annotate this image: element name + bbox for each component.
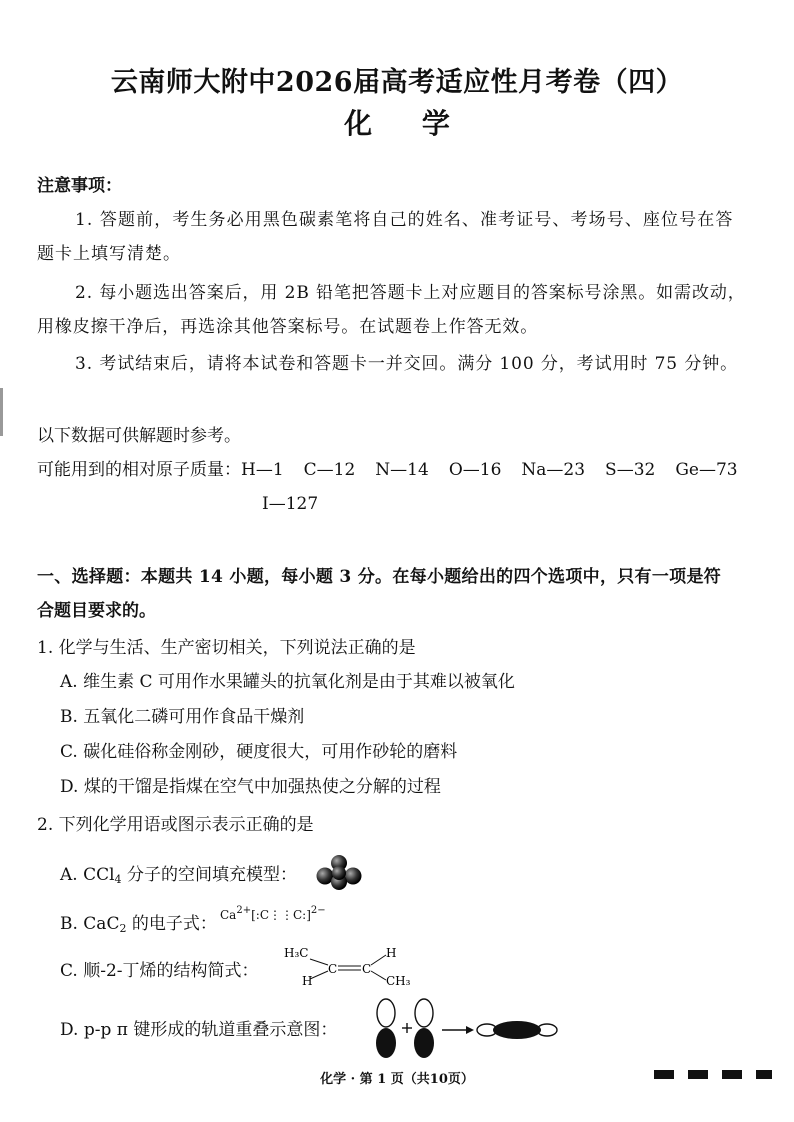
alignment-mark <box>654 1070 674 1079</box>
notice-title: 注意事项： <box>37 176 122 196</box>
h-bottom-label: H <box>302 974 313 988</box>
alignment-mark <box>722 1070 742 1079</box>
carbon-2-label: C <box>362 962 372 976</box>
question-1-stem: 1. 化学与生活、生产密切相关，下列说法正确的是 <box>37 638 416 658</box>
mass-h: H—1 <box>241 460 284 480</box>
mass-o: O—16 <box>448 460 502 480</box>
subject-title: 化 学 <box>344 107 470 140</box>
ch3-label: CH₃ <box>386 974 411 988</box>
reference-intro: 以下数据可供解题时参考。 <box>37 426 241 446</box>
page-footer: 化学 · 第 1 页（共10页） <box>320 1072 474 1087</box>
notice-item-2-line-1: 2. 每小题选出答案后，用 2B 铅笔把答题卡上对应题目的答案标号涂黑。如需改动， <box>75 283 746 303</box>
h-top-label: H <box>386 946 397 960</box>
cis-2-butene-structure <box>282 943 422 993</box>
notice-item-3: 3. 考试结束后，请将本试卷和答题卡一并交回。满分 100 分，考试用时 75 分钟。 <box>75 354 739 374</box>
atomic-mass-line <box>37 459 738 481</box>
question-2-option-d: D. p-p π 键形成的轨道重叠示意图： <box>60 1020 338 1040</box>
question-2-option-b: B. CaC$_2$ 的电子式： <box>60 914 217 935</box>
question-2-option-a: A. CCl$_4$ 分子的空间填充模型： <box>60 865 297 886</box>
mass-ge: Ge—73 <box>675 460 738 480</box>
cac2-electron-formula: $Ca^{2+}[:C⋮⋮C:]^{2-}$ <box>220 905 326 922</box>
question-1-option-b: B. 五氧化二磷可用作食品干燥剂 <box>60 707 305 727</box>
h3c-label: H₃C <box>284 946 309 960</box>
question-1-option-c: C. 碳化硅俗称金刚砂，硬度很大，可用作砂轮的磨料 <box>60 742 458 762</box>
mass-i: I—127 <box>262 494 319 514</box>
question-1-option-a: A. 维生素 C 可用作水果罐头的抗氧化剂是由于其难以被氧化 <box>60 672 515 692</box>
atomic-mass-label: 可能用到的相对原子质量： <box>37 460 241 480</box>
alignment-mark <box>688 1070 708 1079</box>
question-2-option-c: C. 顺-2-丁烯的结构简式： <box>60 961 259 981</box>
margin-mark <box>0 388 3 436</box>
p-p-pi-bond-orbital-overlap-icon <box>372 998 562 1060</box>
mass-c: C—12 <box>303 460 356 480</box>
alignment-mark <box>756 1070 772 1079</box>
notice-item-1-line-2: 题卡上填写清楚。 <box>37 244 181 264</box>
mass-na: Na—23 <box>521 460 586 480</box>
exam-title: 云南师大附中2026届高考适应性月考卷（四） <box>110 67 684 98</box>
question-2-stem: 2. 下列化学用语或图示表示正确的是 <box>37 815 314 835</box>
question-1-option-d: D. 煤的干馏是指煤在空气中加强热使之分解的过程 <box>60 777 441 797</box>
carbon-1-label: C <box>328 962 338 976</box>
notice-item-2-line-2: 用橡皮擦干净后，再选涂其他答案标号。在试题卷上作答无效。 <box>37 317 539 337</box>
mass-s: S—32 <box>605 460 656 480</box>
section-heading-line-2: 合题目要求的。 <box>37 601 156 621</box>
ccl4-space-filling-model-icon <box>316 855 362 891</box>
notice-item-1-line-1: 1. 答题前，考生务必用黑色碳素笔将自己的姓名、准考证号、考场号、座位号在答 <box>75 210 734 230</box>
section-heading-line-1: 一、选择题：本题共 14 小题，每小题 3 分。在每小题给出的四个选项中，只有一项是符 <box>37 567 722 587</box>
mass-n: N—14 <box>375 460 429 480</box>
